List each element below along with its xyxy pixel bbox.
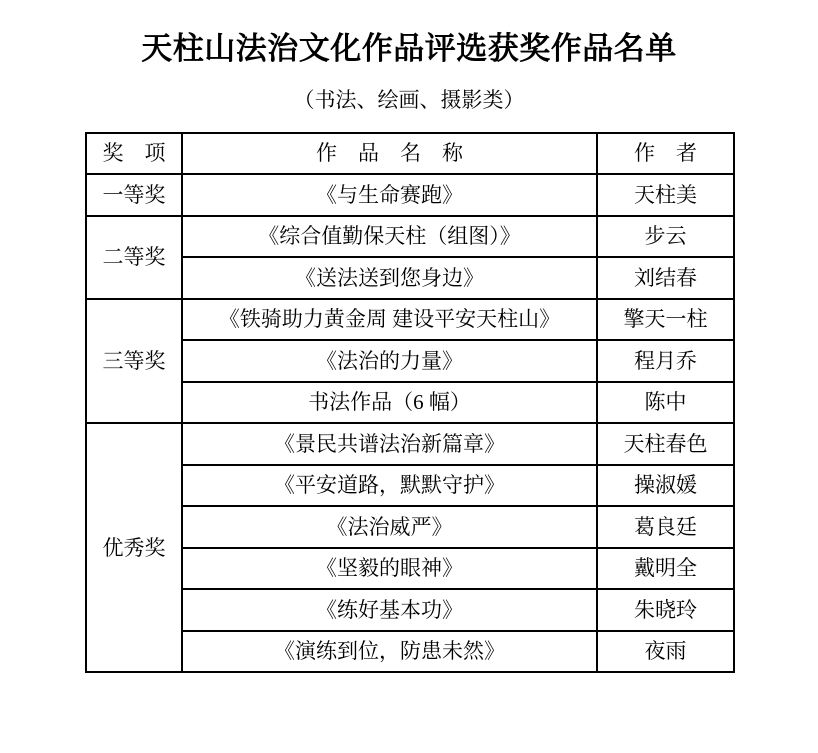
author-cell: 程月乔: [597, 340, 734, 382]
table-row: [86, 423, 734, 465]
table-header-row: [86, 133, 734, 175]
author-cell: 步云: [597, 216, 734, 258]
work-cell: 《练好基本功》: [182, 589, 597, 631]
table-row: [86, 506, 734, 548]
author-cell: 天柱春色: [597, 423, 734, 465]
award-cell: 一等奖: [86, 174, 182, 216]
work-cell: 《平安道路，默默守护》: [182, 465, 597, 507]
work-cell: 《法治威严》: [182, 506, 597, 548]
header-work-name: 作 品 名 称: [182, 133, 597, 175]
author-cell: 戴明全: [597, 548, 734, 590]
award-cell: 二等奖: [86, 216, 182, 299]
author-cell: 擎天一柱: [597, 299, 734, 341]
table-row: [86, 548, 734, 590]
author-cell: 刘结春: [597, 257, 734, 299]
table-row: [86, 174, 734, 216]
work-cell: 《演练到位，防患未然》: [182, 631, 597, 673]
work-cell: 《送法送到您身边》: [182, 257, 597, 299]
table-row: [86, 299, 734, 341]
author-cell: 朱晓玲: [597, 589, 734, 631]
award-cell: 优秀奖: [86, 423, 182, 672]
author-cell: 操淑媛: [597, 465, 734, 507]
table-row: [86, 216, 734, 258]
work-cell: 《景民共谱法治新篇章》: [182, 423, 597, 465]
header-award: 奖 项: [86, 133, 182, 175]
author-cell: 夜雨: [597, 631, 734, 673]
work-cell: 《法治的力量》: [182, 340, 597, 382]
document-page: [0, 31, 818, 753]
awards-table: [85, 132, 735, 674]
work-cell: 书法作品（6 幅）: [182, 382, 597, 424]
work-cell: 《铁骑助力黄金周 建设平安天柱山》: [182, 299, 597, 341]
table-row: [86, 589, 734, 631]
table-row: [86, 631, 734, 673]
work-cell: 《综合值勤保天柱（组图）》: [182, 216, 597, 258]
award-cell: 三等奖: [86, 299, 182, 424]
author-cell: 陈中: [597, 382, 734, 424]
page-title: 天柱山法治文化作品评选获奖作品名单: [141, 31, 677, 66]
work-cell: 《与生命赛跑》: [182, 174, 597, 216]
author-cell: 葛良廷: [597, 506, 734, 548]
table-row: [86, 382, 734, 424]
table-row: [86, 340, 734, 382]
page-subtitle: （书法、绘画、摄影类）: [293, 87, 525, 112]
awards-table-body: [86, 133, 734, 673]
header-author: 作 者: [597, 133, 734, 175]
work-cell: 《坚毅的眼神》: [182, 548, 597, 590]
table-row: [86, 257, 734, 299]
author-cell: 天柱美: [597, 174, 734, 216]
table-row: [86, 465, 734, 507]
